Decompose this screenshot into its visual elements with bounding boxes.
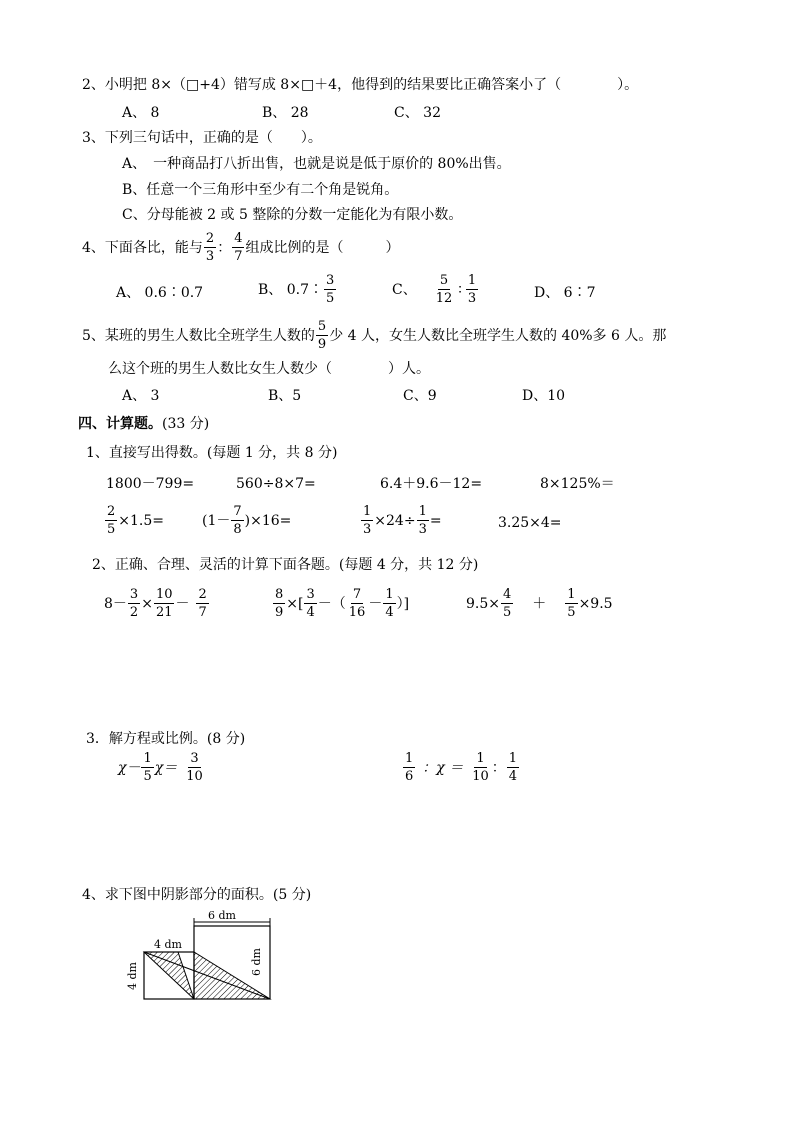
q5-option-a: A、 3 (122, 388, 160, 404)
label-mid-width: 4 dm (154, 938, 182, 951)
label-right-height: 6 dm (250, 948, 263, 976)
q5-option-b: B、5 (268, 388, 302, 404)
q3-option-c: C、分母能被 2 或 5 整除的分数一定能化为有限小数。 (122, 207, 463, 223)
q2-option-c: C、 32 (394, 105, 441, 121)
q5-option-d: D、10 (522, 388, 566, 404)
q4-fraction-1: 2 3 (205, 231, 215, 264)
calc1-expr-5: $\frac{2}{5}$ ×1.5= (107, 504, 165, 537)
calc1-expr-1: 1800－799= (106, 476, 195, 492)
calc1-expr-6: (1－ 7 8 )×16= (202, 504, 292, 537)
q2-option-a: A、 8 (122, 105, 160, 121)
calc1-expr-4: 8×125%＝ (540, 476, 615, 492)
q4-fraction-2: 4 7 (234, 231, 243, 264)
section-heading: 四、计算题。(33 分) (78, 416, 210, 432)
equation-1: χ－ 1 5 χ＝ 3 10 (118, 751, 203, 784)
q2-option-b: B、 28 (262, 105, 309, 121)
shaded-area-figure (124, 906, 284, 1006)
q2-text: 2、小明把 8×（□+4）错写成 8×□＋4，他得到的结果要比正确答案小了（ ）。 (82, 77, 639, 93)
calc2-problem-3: 9.5× $\frac{4}{5}$ ＋ $\frac{1}{5}$ ×9.5 (466, 587, 613, 620)
calc2-title: 2、正确、合理、灵活的计算下面各题。(每题 4 分，共 12 分) (92, 557, 479, 573)
q4-option-d: D、 6∶7 (534, 285, 596, 301)
q3-text: 3、下列三句话中，正确的是（ ）。 (82, 130, 322, 146)
q3-option-b: B、任意一个三角形中至少有二个角是锐角。 (122, 182, 399, 198)
calc1-expr-3: 6.4＋9.6－12= (380, 476, 483, 492)
equation-2: 1 6 ：χ ＝ 1 10 ： 1 4 (405, 751, 518, 784)
calc4-title: 4、求下图中阴影部分的面积。(5 分) (82, 887, 312, 903)
calc2-problem-2: $\frac{8}{9}$ ×[ 3 4 －（ 7 16 － 1 4 ）] (275, 587, 410, 620)
calc1-title: 1、直接写出得数。(每题 1 分，共 8 分) (86, 445, 338, 461)
calc3-title: 3．解方程或比例。(8 分) (86, 731, 246, 747)
q5-text-line2: 么这个班的男生人数比女生人数少（ ）人。 (108, 361, 430, 377)
q5-option-c: C、9 (403, 388, 437, 404)
label-left-height: 4 dm (126, 962, 139, 990)
q4-text: 4、下面各比，能与 2 3 ： 4 7 组成比例的是（ ） (82, 231, 400, 264)
q3-option-a: A、 一种商品打八折出售，也就是说是低于原价的 80%出售。 (122, 156, 511, 172)
shaded-triangle-left (144, 952, 194, 999)
calc2-problem-1: 8－ $\frac{3}{2}$ × $\frac{10}{21}$ － 2 7 (104, 587, 207, 620)
label-top-width: 6 dm (208, 909, 236, 922)
q4-option-b: B、 0.7∶ 3 5 (258, 273, 335, 306)
q4-option-c: C、 5 12 ∶ 1 3 (392, 273, 477, 306)
calc1-expr-8: 3.25×4= (498, 515, 562, 531)
q5-text: 5、某班的男生人数比全班学生人数的 5 9 少 4 人，女生人数比全班学生人数的 40%多 6 人。那 (82, 319, 667, 352)
calc1-expr-2: 560÷8×7= (236, 476, 316, 492)
q4-option-a: A、 0.6∶0.7 (116, 285, 204, 301)
calc1-expr-7: $\frac{1}{3}$ ×24÷ $\frac{1}{3}$ = (363, 504, 442, 537)
